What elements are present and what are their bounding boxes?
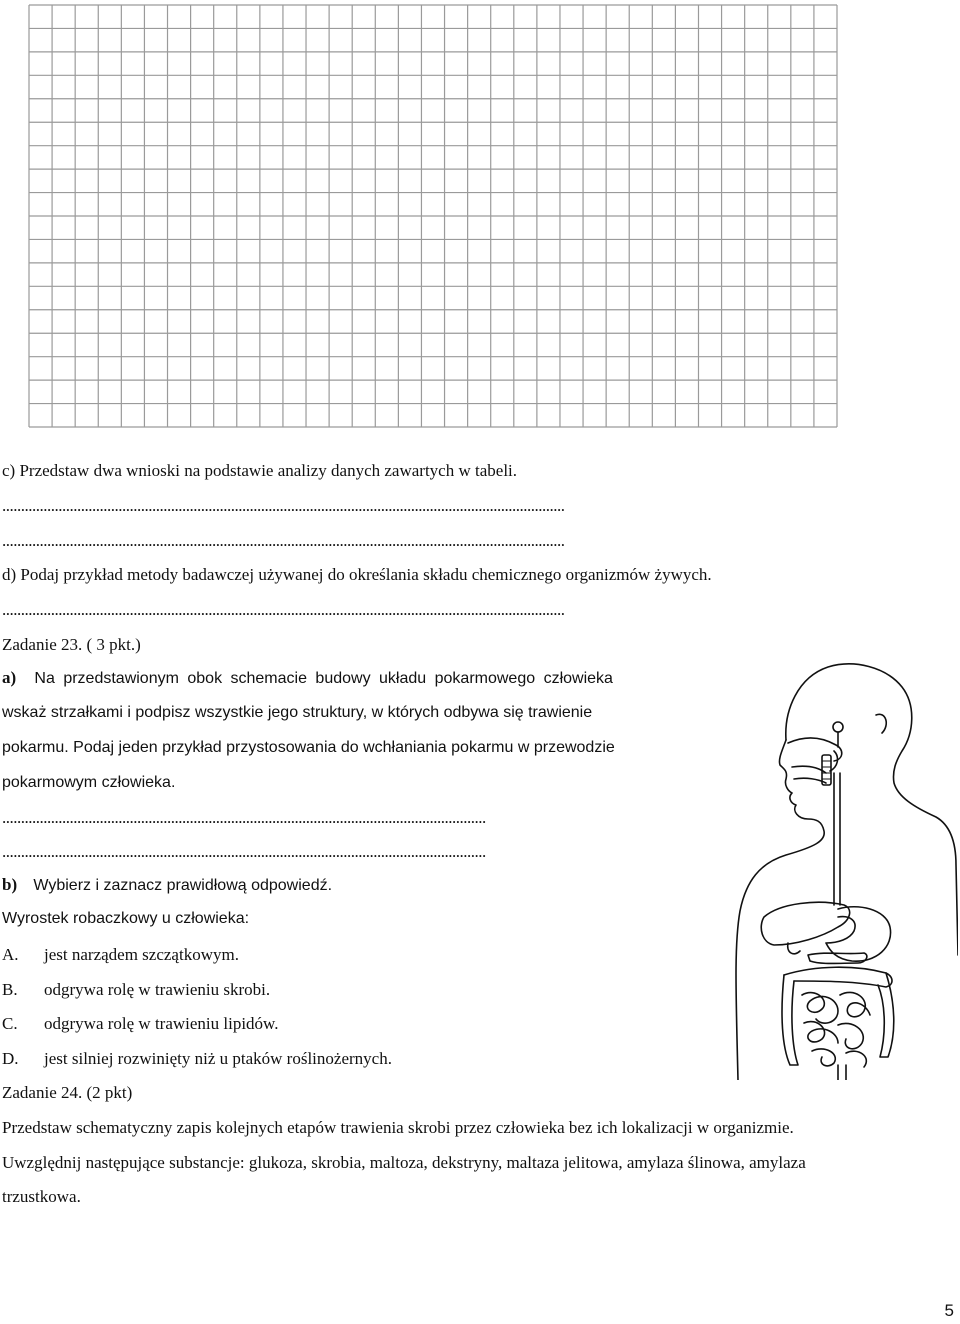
grid-svg [28,4,838,428]
task22-c-prompt: c) Przedstaw dwa wnioski na podstawie analizy danych zawartych w tabeli. [2,461,518,480]
digestive-system-icon [726,655,958,1080]
answer-dots: ...................................................................................................................................................... [2,600,565,619]
task23-a-line4: pokarmowym człowieka. [2,774,176,791]
page-number: 5 [944,1301,954,1320]
task23-a-line2: wskaż strzałkami i podpisz wszystkie jego struktury, w których odbywa się trawienie [2,704,593,721]
answer-dots: ................................................................................................................................. [2,842,486,861]
option-b[interactable] [2,979,270,1001]
task23-a-line3: pokarmu. Podaj jeden przykład przystosowania do wchłaniania pokarmu w przewodzie [2,739,615,756]
task23-a-line1 [2,667,613,690]
task23-a-text1: Na przedstawionym obok schemacie budowy układu pokarmowego człowieka [34,670,613,687]
option-d[interactable] [2,1048,392,1070]
answer-dots: ...................................................................................................................................................... [2,531,565,550]
task23-b-stem: Wyrostek robaczkowy u człowieka: [2,910,250,927]
part-b-label: b) [2,875,18,894]
task22-d-prompt: d) Podaj przykład metody badawczej używanej do określania składu chemicznego organizmów żywych. [2,565,712,584]
option-letter: D. [2,1049,19,1068]
option-a[interactable] [2,944,239,966]
option-letter: C. [2,1014,18,1033]
option-text: odgrywa rolę w trawieniu skrobi. [44,980,271,999]
task23-title: Zadanie 23. ( 3 pkt.) [2,635,141,654]
digestive-system-figure [726,655,958,1080]
answer-dots: ...................................................................................................................................................... [2,496,565,515]
option-letter: B. [2,980,18,999]
option-text: jest silniej rozwinięty niż u ptaków roślinożernych. [44,1049,392,1068]
task24-title: Zadanie 24. (2 pkt) [2,1083,133,1102]
answer-grid [28,4,838,428]
answer-dots: ................................................................................................................................. [2,808,486,827]
task24-line2: Uwzględnij następujące substancje: glukoza, skrobia, maltoza, dekstryny, maltaza jelitowa, amylaza ślinowa, amylaza [2,1153,806,1172]
option-text: odgrywa rolę w trawieniu lipidów. [44,1014,279,1033]
option-text: jest narządem szczątkowym. [44,945,239,964]
task24-line1: Przedstaw schematyczny zapis kolejnych etapów trawienia skrobi przez człowieka bez ich lokalizacji w organizmie. [2,1118,794,1137]
part-a-label: a) [2,668,17,687]
task23-b-line [2,874,332,897]
task23-b-prompt: Wybierz i zaznacz prawidłową odpowiedź. [33,877,333,894]
task24-line3: trzustkowa. [2,1187,81,1206]
option-letter: A. [2,945,19,964]
option-c[interactable] [2,1013,278,1035]
